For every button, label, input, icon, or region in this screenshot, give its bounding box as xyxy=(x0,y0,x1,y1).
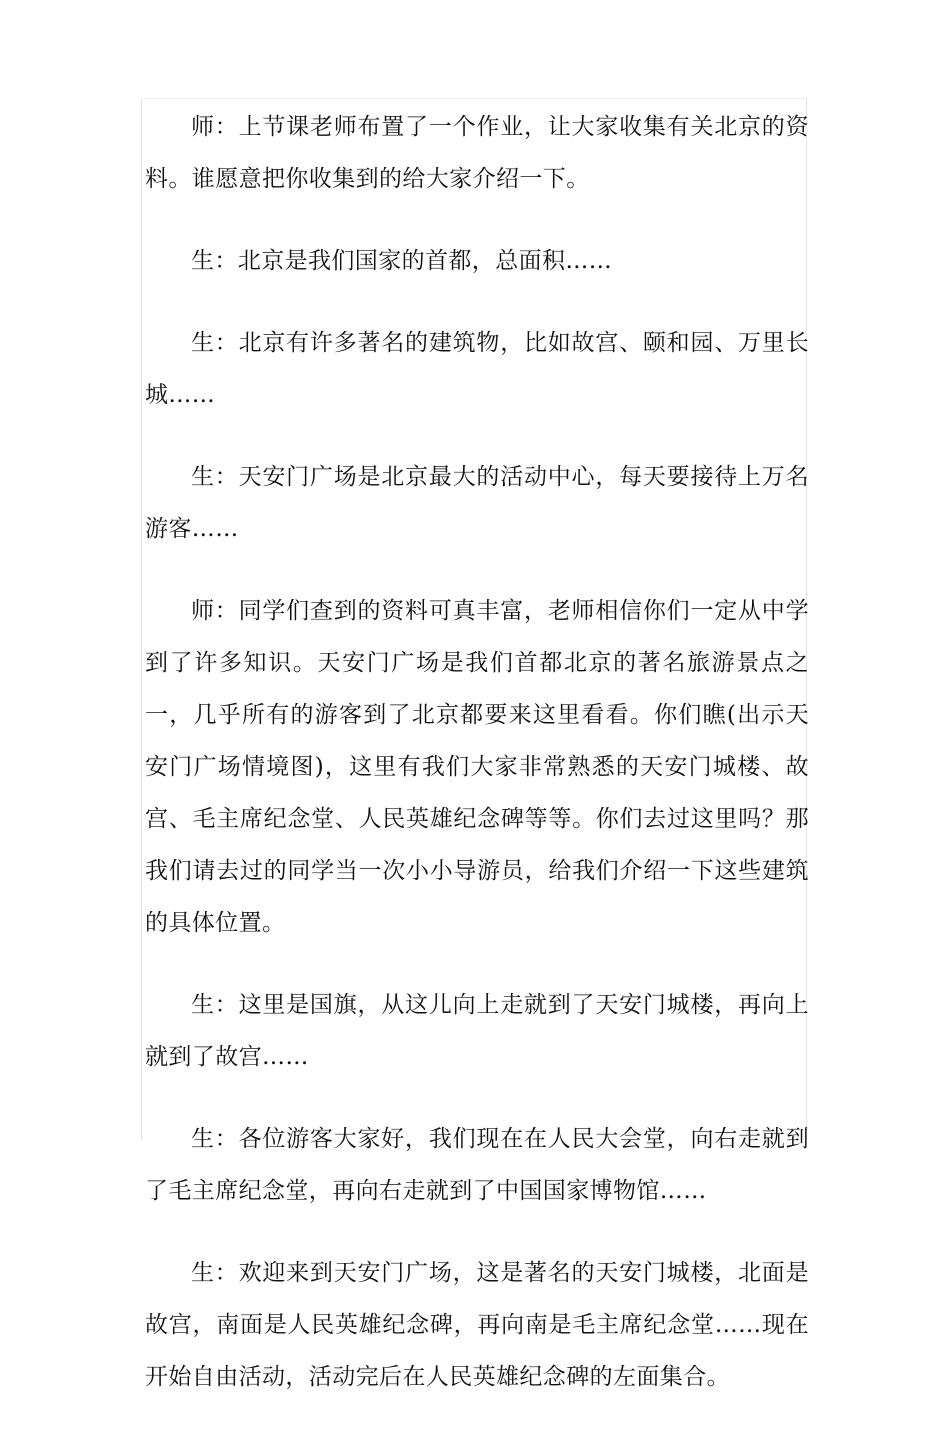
paragraph-teacher-guide: 师：同学们查到的资料可真丰富，老师相信你们一定从中学到了许多知识。天安门广场是我们首都北京的著名旅游景点之一，几乎所有的游客到了北京都要来这里看看。你们瞧(出示天安门广场情境图)，这里有我们大家非常熟悉的天安门城楼、故宫、毛主席纪念堂、人民英雄纪念碑等等。你们去过这里吗？那我们请去过的同学当一次小小导游员，给我们介绍一下这些建筑的具体位置。 xyxy=(145,598,809,936)
paragraph-student-capital: 生：北京是我们国家的首都，总面积…… xyxy=(191,248,613,274)
paragraph-student-buildings: 生：北京有许多著名的建筑物，比如故宫、颐和园、万里长城…… xyxy=(145,330,809,408)
paragraph-student-flag: 生：这里是国旗，从这儿向上走就到了天安门城楼，再向上就到了故宫…… xyxy=(145,992,809,1070)
paragraph-student-tiananmen: 生：天安门广场是北京最大的活动中心，每天要接待上万名游客…… xyxy=(145,464,809,542)
document-body xyxy=(145,101,809,1433)
paragraph-student-welcome: 生：欢迎来到天安门广场，这是著名的天安门城楼，北面是故宫，南面是人民英雄纪念碑，再向南是毛主席纪念堂……现在开始自由活动，活动完后在人民英雄纪念碑的左面集合。 xyxy=(145,1260,809,1390)
paragraph-student-hall: 生：各位游客大家好，我们现在在人民大会堂，向右走就到了毛主席纪念堂，再向右走就到了中国国家博物馆…… xyxy=(145,1126,809,1204)
paragraph-teacher-intro: 师：上节课老师布置了一个作业，让大家收集有关北京的资料。谁愿意把你收集到的给大家介绍一下。 xyxy=(145,114,809,192)
